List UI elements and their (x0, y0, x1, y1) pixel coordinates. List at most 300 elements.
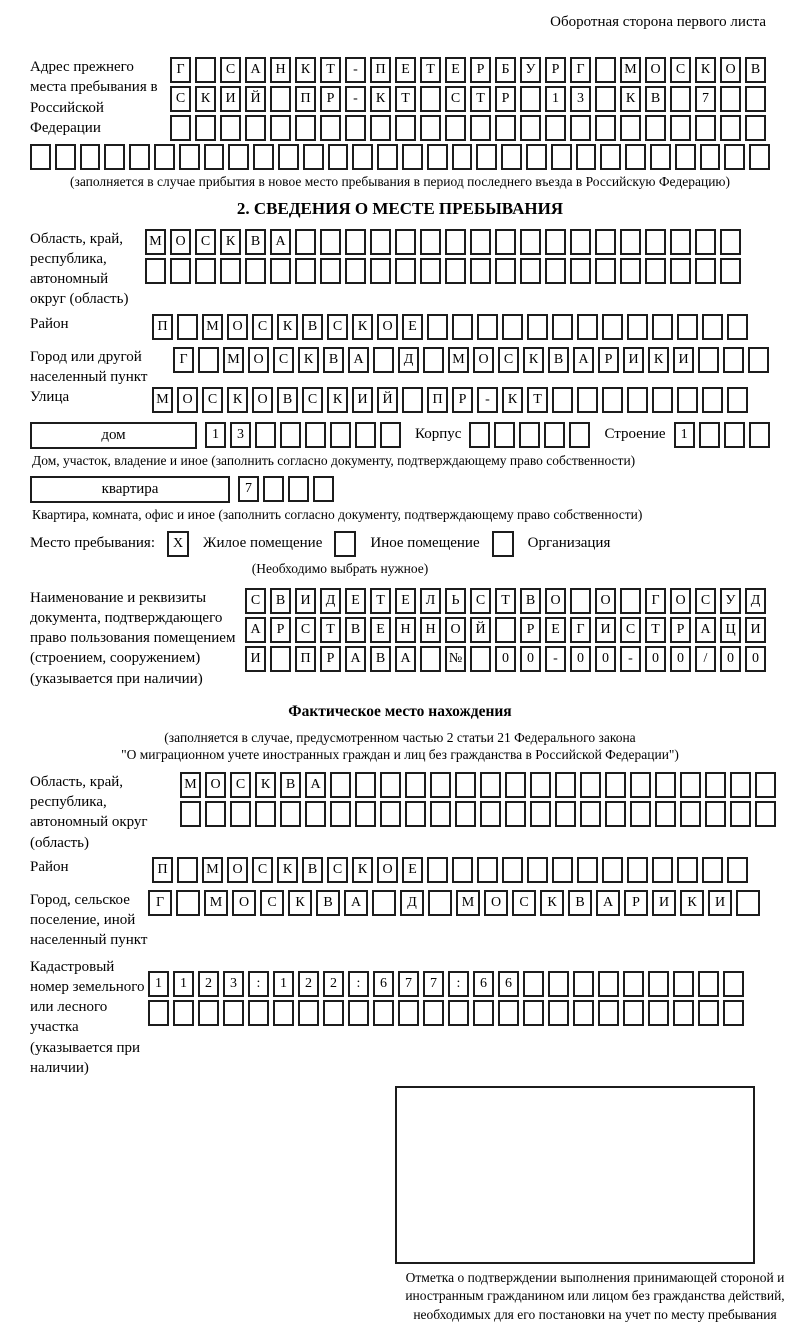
form-cell[interactable] (348, 1000, 369, 1026)
form-cell[interactable] (170, 258, 191, 284)
form-cell[interactable]: П (370, 57, 391, 83)
form-cell[interactable] (305, 801, 326, 827)
form-cell[interactable]: А (305, 772, 326, 798)
form-cell[interactable] (527, 857, 548, 883)
form-cell[interactable]: 3 (223, 971, 244, 997)
form-cell[interactable] (355, 422, 376, 448)
form-cell[interactable] (380, 772, 401, 798)
form-cell[interactable]: С (252, 314, 273, 340)
form-cell[interactable] (552, 387, 573, 413)
form-cell[interactable] (670, 229, 691, 255)
form-cell[interactable]: П (295, 646, 316, 672)
form-cell[interactable]: Р (270, 617, 291, 643)
form-cell[interactable] (580, 772, 601, 798)
form-cell[interactable] (695, 115, 716, 141)
form-cell[interactable]: С (202, 387, 223, 413)
form-cell[interactable] (627, 387, 648, 413)
form-cell[interactable] (552, 857, 573, 883)
form-cell[interactable] (705, 772, 726, 798)
form-cell[interactable] (620, 115, 641, 141)
form-cell[interactable] (652, 387, 673, 413)
form-cell[interactable] (548, 1000, 569, 1026)
form-cell[interactable] (230, 801, 251, 827)
form-cell[interactable] (505, 772, 526, 798)
form-cell[interactable] (595, 115, 616, 141)
form-cell[interactable] (445, 229, 466, 255)
form-cell[interactable]: - (545, 646, 566, 672)
form-cell[interactable] (263, 476, 284, 502)
form-cell[interactable]: Т (320, 57, 341, 83)
form-cell[interactable] (677, 314, 698, 340)
form-cell[interactable] (470, 229, 491, 255)
form-cell[interactable]: - (345, 86, 366, 112)
form-cell[interactable] (602, 314, 623, 340)
form-cell[interactable]: 7 (423, 971, 444, 997)
form-cell[interactable] (520, 115, 541, 141)
form-cell[interactable] (495, 258, 516, 284)
form-cell[interactable] (320, 115, 341, 141)
form-cell[interactable]: Р (320, 646, 341, 672)
form-cell[interactable] (523, 1000, 544, 1026)
form-cell[interactable]: О (645, 57, 666, 83)
form-cell[interactable]: И (245, 646, 266, 672)
form-cell[interactable]: : (348, 971, 369, 997)
form-cell[interactable] (645, 258, 666, 284)
form-cell[interactable] (328, 144, 349, 170)
form-cell[interactable] (695, 258, 716, 284)
form-cell[interactable] (723, 1000, 744, 1026)
form-cell[interactable] (570, 258, 591, 284)
form-cell[interactable] (545, 115, 566, 141)
form-cell[interactable]: 7 (398, 971, 419, 997)
form-cell[interactable] (280, 422, 301, 448)
form-cell[interactable]: В (345, 617, 366, 643)
form-cell[interactable] (605, 801, 626, 827)
form-cell[interactable]: - (620, 646, 641, 672)
form-cell[interactable] (452, 314, 473, 340)
form-cell[interactable]: 6 (473, 971, 494, 997)
form-cell[interactable] (700, 144, 721, 170)
form-cell[interactable] (526, 144, 547, 170)
form-cell[interactable]: А (695, 617, 716, 643)
form-cell[interactable]: В (745, 57, 766, 83)
form-cell[interactable] (320, 258, 341, 284)
form-cell[interactable]: С (327, 314, 348, 340)
form-cell[interactable] (220, 258, 241, 284)
form-cell[interactable]: А (245, 617, 266, 643)
form-cell[interactable]: Е (345, 588, 366, 614)
form-cell[interactable]: А (345, 646, 366, 672)
form-cell[interactable] (498, 1000, 519, 1026)
form-cell[interactable] (724, 144, 745, 170)
form-cell[interactable] (595, 57, 616, 83)
form-cell[interactable] (430, 801, 451, 827)
form-cell[interactable]: Т (470, 86, 491, 112)
form-cell[interactable] (655, 801, 676, 827)
form-cell[interactable]: 1 (674, 422, 695, 448)
form-cell[interactable] (402, 387, 423, 413)
form-cell[interactable] (720, 86, 741, 112)
form-cell[interactable] (245, 258, 266, 284)
form-cell[interactable]: О (720, 57, 741, 83)
form-cell[interactable]: К (352, 857, 373, 883)
form-cell[interactable] (598, 1000, 619, 1026)
form-cell[interactable] (270, 258, 291, 284)
form-cell[interactable]: В (568, 890, 592, 916)
form-cell[interactable] (129, 144, 150, 170)
form-cell[interactable] (180, 801, 201, 827)
form-cell[interactable]: О (473, 347, 494, 373)
form-cell[interactable] (370, 258, 391, 284)
form-cell[interactable]: Е (545, 617, 566, 643)
form-cell[interactable] (298, 1000, 319, 1026)
form-cell[interactable]: В (245, 229, 266, 255)
form-cell[interactable]: Й (245, 86, 266, 112)
form-cell[interactable]: О (484, 890, 508, 916)
form-cell[interactable] (470, 258, 491, 284)
form-cell[interactable]: Й (470, 617, 491, 643)
form-cell[interactable] (527, 314, 548, 340)
form-cell[interactable] (494, 422, 515, 448)
form-cell[interactable]: И (708, 890, 732, 916)
form-cell[interactable]: С (170, 86, 191, 112)
form-cell[interactable]: В (302, 314, 323, 340)
form-cell[interactable] (177, 857, 198, 883)
form-cell[interactable] (395, 258, 416, 284)
form-cell[interactable]: 1 (148, 971, 169, 997)
form-cell[interactable]: К (502, 387, 523, 413)
form-cell[interactable]: О (377, 314, 398, 340)
form-cell[interactable] (545, 258, 566, 284)
form-cell[interactable] (427, 857, 448, 883)
form-cell[interactable] (623, 1000, 644, 1026)
form-cell[interactable] (377, 144, 398, 170)
form-cell[interactable] (723, 347, 744, 373)
form-cell[interactable] (420, 229, 441, 255)
form-cell[interactable] (195, 57, 216, 83)
form-cell[interactable] (223, 1000, 244, 1026)
form-cell[interactable] (455, 801, 476, 827)
form-cell[interactable] (370, 229, 391, 255)
form-cell[interactable]: М (448, 347, 469, 373)
form-cell[interactable] (476, 144, 497, 170)
form-cell[interactable]: С (245, 588, 266, 614)
form-cell[interactable]: Е (395, 588, 416, 614)
form-cell[interactable] (395, 229, 416, 255)
form-cell[interactable] (423, 347, 444, 373)
form-cell[interactable]: 7 (695, 86, 716, 112)
form-cell[interactable] (303, 144, 324, 170)
form-cell[interactable] (530, 772, 551, 798)
form-cell[interactable]: У (520, 57, 541, 83)
form-cell[interactable] (255, 422, 276, 448)
form-cell[interactable]: Н (270, 57, 291, 83)
form-cell[interactable] (470, 646, 491, 672)
form-cell[interactable]: Р (495, 86, 516, 112)
form-cell[interactable] (352, 144, 373, 170)
form-cell[interactable] (405, 772, 426, 798)
form-cell[interactable] (724, 422, 745, 448)
form-cell[interactable]: В (548, 347, 569, 373)
form-cell[interactable] (477, 857, 498, 883)
form-cell[interactable]: Р (545, 57, 566, 83)
form-cell[interactable] (698, 1000, 719, 1026)
form-cell[interactable]: К (695, 57, 716, 83)
form-cell[interactable] (720, 229, 741, 255)
form-cell[interactable]: Т (370, 588, 391, 614)
form-cell[interactable] (313, 476, 334, 502)
form-cell[interactable] (477, 314, 498, 340)
form-cell[interactable] (699, 422, 720, 448)
form-cell[interactable]: П (152, 857, 173, 883)
form-cell[interactable] (598, 971, 619, 997)
form-cell[interactable]: Р (452, 387, 473, 413)
form-cell[interactable]: 6 (373, 971, 394, 997)
form-cell[interactable] (727, 314, 748, 340)
form-cell[interactable]: К (680, 890, 704, 916)
form-cell[interactable] (455, 772, 476, 798)
form-cell[interactable] (570, 588, 591, 614)
form-cell[interactable] (148, 1000, 169, 1026)
form-cell[interactable]: Л (420, 588, 441, 614)
form-cell[interactable] (673, 1000, 694, 1026)
form-cell[interactable] (705, 801, 726, 827)
form-cell[interactable] (755, 772, 776, 798)
form-cell[interactable] (551, 144, 572, 170)
form-cell[interactable]: П (295, 86, 316, 112)
form-cell[interactable]: К (352, 314, 373, 340)
form-cell[interactable]: К (295, 57, 316, 83)
form-cell[interactable]: К (277, 857, 298, 883)
form-cell[interactable] (428, 890, 452, 916)
form-cell[interactable]: А (344, 890, 368, 916)
form-cell[interactable]: Е (402, 857, 423, 883)
form-cell[interactable] (452, 144, 473, 170)
form-cell[interactable] (620, 229, 641, 255)
form-cell[interactable]: 2 (298, 971, 319, 997)
form-cell[interactable] (495, 617, 516, 643)
form-cell[interactable] (677, 857, 698, 883)
form-cell[interactable] (423, 1000, 444, 1026)
form-cell[interactable] (30, 144, 51, 170)
form-cell[interactable]: Р (598, 347, 619, 373)
form-cell[interactable]: Т (645, 617, 666, 643)
form-cell[interactable] (427, 144, 448, 170)
form-cell[interactable]: К (327, 387, 348, 413)
form-cell[interactable] (570, 115, 591, 141)
form-cell[interactable] (445, 115, 466, 141)
form-cell[interactable]: К (523, 347, 544, 373)
form-cell[interactable] (673, 971, 694, 997)
form-cell[interactable] (573, 1000, 594, 1026)
form-cell[interactable] (630, 801, 651, 827)
form-cell[interactable] (652, 314, 673, 340)
form-cell[interactable]: И (295, 588, 316, 614)
form-cell[interactable] (698, 971, 719, 997)
form-cell[interactable] (288, 476, 309, 502)
form-cell[interactable] (602, 387, 623, 413)
form-cell[interactable]: И (352, 387, 373, 413)
form-cell[interactable] (625, 144, 646, 170)
form-cell[interactable] (427, 314, 448, 340)
form-cell[interactable] (198, 347, 219, 373)
form-cell[interactable]: К (540, 890, 564, 916)
form-cell[interactable]: О (205, 772, 226, 798)
form-cell[interactable]: Г (570, 57, 591, 83)
form-cell[interactable] (270, 86, 291, 112)
form-cell[interactable]: - (477, 387, 498, 413)
form-cell[interactable]: С (512, 890, 536, 916)
form-cell[interactable] (280, 801, 301, 827)
form-cell[interactable]: И (673, 347, 694, 373)
form-cell[interactable] (702, 387, 723, 413)
form-cell[interactable] (492, 531, 514, 557)
form-cell[interactable]: 0 (645, 646, 666, 672)
form-cell[interactable] (645, 229, 666, 255)
form-cell[interactable]: К (277, 314, 298, 340)
form-cell[interactable]: С (670, 57, 691, 83)
form-cell[interactable] (648, 1000, 669, 1026)
form-cell[interactable] (570, 229, 591, 255)
form-cell[interactable] (548, 971, 569, 997)
form-cell[interactable] (720, 258, 741, 284)
form-cell[interactable]: С (230, 772, 251, 798)
form-cell[interactable]: В (645, 86, 666, 112)
form-cell[interactable] (573, 971, 594, 997)
form-cell[interactable]: О (545, 588, 566, 614)
form-cell[interactable] (652, 857, 673, 883)
form-cell[interactable] (395, 115, 416, 141)
form-cell[interactable] (577, 387, 598, 413)
form-cell[interactable]: О (170, 229, 191, 255)
form-cell[interactable]: К (227, 387, 248, 413)
form-cell[interactable] (405, 801, 426, 827)
form-cell[interactable] (523, 971, 544, 997)
form-cell[interactable] (55, 144, 76, 170)
form-cell[interactable]: О (227, 314, 248, 340)
form-cell[interactable]: К (220, 229, 241, 255)
form-cell[interactable]: М (202, 314, 223, 340)
form-cell[interactable] (248, 1000, 269, 1026)
form-cell[interactable] (552, 314, 573, 340)
form-cell[interactable] (198, 1000, 219, 1026)
form-cell[interactable] (502, 314, 523, 340)
form-cell[interactable]: Д (398, 347, 419, 373)
form-cell[interactable] (569, 422, 590, 448)
form-cell[interactable] (370, 115, 391, 141)
form-cell[interactable] (323, 1000, 344, 1026)
form-cell[interactable] (345, 258, 366, 284)
form-cell[interactable] (695, 229, 716, 255)
form-cell[interactable]: В (277, 387, 298, 413)
form-cell[interactable]: О (177, 387, 198, 413)
form-cell[interactable]: М (223, 347, 244, 373)
form-cell[interactable]: М (620, 57, 641, 83)
form-cell[interactable]: Д (320, 588, 341, 614)
form-cell[interactable]: П (427, 387, 448, 413)
form-cell[interactable]: С (220, 57, 241, 83)
form-cell[interactable]: А (348, 347, 369, 373)
form-cell[interactable]: С (695, 588, 716, 614)
form-cell[interactable]: Е (370, 617, 391, 643)
form-cell[interactable]: С (445, 86, 466, 112)
form-cell[interactable] (630, 772, 651, 798)
form-cell[interactable] (627, 857, 648, 883)
form-cell[interactable]: X (167, 531, 189, 557)
form-cell[interactable] (520, 258, 541, 284)
form-cell[interactable] (402, 144, 423, 170)
form-cell[interactable] (270, 646, 291, 672)
form-cell[interactable]: О (232, 890, 256, 916)
form-cell[interactable]: : (448, 971, 469, 997)
form-cell[interactable]: 0 (670, 646, 691, 672)
form-cell[interactable] (600, 144, 621, 170)
form-cell[interactable]: 0 (745, 646, 766, 672)
form-cell[interactable] (702, 857, 723, 883)
form-cell[interactable] (720, 115, 741, 141)
form-cell[interactable]: Ь (445, 588, 466, 614)
form-cell[interactable] (245, 115, 266, 141)
form-cell[interactable]: 0 (720, 646, 741, 672)
form-cell[interactable] (205, 801, 226, 827)
form-cell[interactable] (452, 857, 473, 883)
form-cell[interactable] (420, 115, 441, 141)
form-cell[interactable]: Р (624, 890, 648, 916)
form-cell[interactable]: Т (395, 86, 416, 112)
form-cell[interactable]: Г (170, 57, 191, 83)
form-cell[interactable]: И (623, 347, 644, 373)
form-cell[interactable]: О (248, 347, 269, 373)
form-cell[interactable] (530, 801, 551, 827)
form-cell[interactable]: 0 (570, 646, 591, 672)
form-cell[interactable] (545, 229, 566, 255)
form-cell[interactable] (520, 229, 541, 255)
form-cell[interactable]: Н (395, 617, 416, 643)
form-cell[interactable] (228, 144, 249, 170)
form-cell[interactable]: Т (495, 588, 516, 614)
form-cell[interactable] (698, 347, 719, 373)
form-cell[interactable] (170, 115, 191, 141)
form-cell[interactable]: В (370, 646, 391, 672)
form-cell[interactable]: 2 (198, 971, 219, 997)
form-cell[interactable] (480, 801, 501, 827)
form-cell[interactable] (473, 1000, 494, 1026)
form-cell[interactable] (253, 144, 274, 170)
form-cell[interactable] (330, 772, 351, 798)
form-cell[interactable] (195, 115, 216, 141)
form-cell[interactable] (420, 86, 441, 112)
form-cell[interactable] (755, 801, 776, 827)
form-cell[interactable]: С (302, 387, 323, 413)
form-cell[interactable] (580, 801, 601, 827)
form-cell[interactable] (145, 258, 166, 284)
form-cell[interactable] (270, 115, 291, 141)
form-cell[interactable] (505, 801, 526, 827)
form-cell[interactable]: К (195, 86, 216, 112)
form-cell[interactable]: В (302, 857, 323, 883)
form-cell[interactable]: С (195, 229, 216, 255)
form-cell[interactable]: Д (745, 588, 766, 614)
form-cell[interactable]: М (180, 772, 201, 798)
form-cell[interactable]: В (316, 890, 340, 916)
form-cell[interactable]: К (288, 890, 312, 916)
form-cell[interactable]: И (220, 86, 241, 112)
form-cell[interactable]: № (445, 646, 466, 672)
form-cell[interactable] (555, 801, 576, 827)
form-cell[interactable] (702, 314, 723, 340)
form-cell[interactable] (305, 422, 326, 448)
form-cell[interactable]: А (270, 229, 291, 255)
